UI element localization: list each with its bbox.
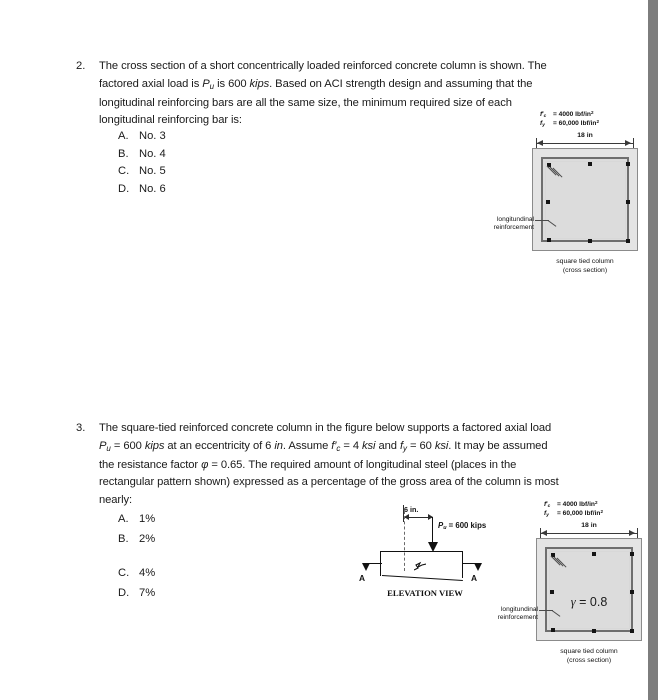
choice-letter: D. (118, 587, 130, 599)
caption-line-1: square tied column (560, 648, 618, 655)
choice-text: 4% (139, 567, 156, 579)
question-number: 3. (76, 422, 86, 434)
fc-value: = 4000 lbf/$in^2$ (557, 500, 598, 508)
choice-letter: D. (118, 182, 130, 195)
fc-symbol: $f'_c$ (544, 500, 551, 509)
load-label: $P_u = 600$ kips (438, 521, 487, 532)
choice-letter: A. (118, 130, 129, 142)
callout-line-2: reinforcement (493, 224, 534, 232)
section-arrow-right-icon (474, 563, 482, 571)
footing-right-edge (462, 551, 463, 578)
gamma-symbol: γ (570, 595, 576, 609)
rebar-dot (630, 552, 634, 556)
answer-choice[interactable] (118, 509, 155, 529)
vertical-scrollbar[interactable] (644, 0, 660, 700)
property-fc (544, 498, 654, 507)
dimension-tick-right (633, 138, 634, 148)
rebar-dot (626, 239, 630, 243)
break-symbol-icon (414, 561, 426, 573)
gamma-value-label (547, 595, 631, 609)
column-tie-ring (541, 157, 629, 242)
question-text: The square-tied reinforced concrete column in the figure below supports a factored axial load $P_u = 600$ kips at an eccentricity of 6 in. Assume $f'_c = 4$ ksi and $f_y = 60$ ksi. It may be assumed the resistance factor φ = 0.65. The required amount of longitudinal steel (places in the rectangular pattern shown) expressed as a percentage of the gross area of the column is most nearly: (99, 422, 559, 506)
column-outer-section (532, 148, 638, 251)
section-marker-right: A (471, 573, 478, 583)
answer-choice[interactable] (118, 181, 166, 199)
choice-text: No. 5 (139, 165, 166, 177)
rebar-dot (588, 162, 592, 166)
property-fy (540, 117, 650, 126)
rebar-dot (592, 629, 596, 633)
answer-choice[interactable] (118, 128, 166, 146)
rebar-dot (550, 590, 554, 594)
dimension-arrow-left-icon (537, 140, 543, 146)
dimension-line (536, 143, 634, 144)
choice-text: 1% (139, 513, 156, 525)
load-arrow-stem (432, 517, 433, 544)
fc-symbol: $f'_c$ (540, 110, 547, 119)
dimension-tick-right (637, 528, 638, 538)
footing-top-edge (380, 551, 463, 552)
rebar-dot (626, 162, 630, 166)
column-tie-ring (545, 547, 633, 632)
figure-elevation-view (359, 505, 500, 610)
answer-choice[interactable] (118, 583, 155, 603)
choice-letter: C. (118, 165, 130, 177)
figure-caption (532, 648, 646, 665)
column-centerline (404, 511, 405, 571)
reinforcement-callout-label (472, 606, 538, 623)
rebar-dot (626, 200, 630, 204)
figure-caption (528, 258, 642, 275)
footing-bottom-edge (382, 575, 463, 581)
section-arrow-left-icon (362, 563, 370, 571)
rebar-dot (630, 629, 634, 633)
fc-value: = 4000 lbf/$in^2$ (553, 110, 594, 118)
dimension-line (540, 533, 638, 534)
fy-value: = 60,000 lbf/$in^2$ (553, 119, 599, 127)
caption-line-2: (cross section) (566, 656, 612, 664)
answer-choice[interactable] (118, 563, 155, 583)
material-properties (544, 498, 654, 516)
caption-line-2: (cross section) (562, 266, 608, 274)
question-number: 2. (76, 60, 86, 72)
fy-value: = 60,000 lbf/$in^2$ (557, 509, 603, 517)
rebar-dot (630, 590, 634, 594)
caption-line-1: square tied column (556, 258, 614, 265)
dimension-width (538, 522, 640, 538)
choice-text: No. 3 (139, 130, 166, 142)
column-outer-section (536, 538, 642, 641)
choice-letter: B. (118, 147, 129, 160)
answer-choices (118, 509, 155, 603)
answer-choice[interactable] (118, 163, 166, 181)
rebar-dot (546, 200, 550, 204)
dimension-label: 18 in (581, 522, 597, 529)
reinforcement-callout-label (468, 216, 534, 233)
rebar-hatch-icon (549, 163, 564, 178)
choice-letter: C. (118, 567, 130, 579)
choice-text: 2% (139, 533, 156, 545)
property-fy (544, 507, 654, 516)
callout-line-2: reinforcement (497, 614, 538, 622)
callout-line-1: longitundinal (500, 606, 538, 613)
section-marker-left: A (359, 573, 366, 583)
gamma-number: = 0.8 (575, 595, 608, 609)
dimension-arrow-right-icon (629, 530, 635, 536)
choice-text: No. 4 (139, 147, 166, 160)
dimension-width (534, 132, 636, 148)
fy-symbol: $f_y$ (540, 119, 545, 128)
choice-letter: A. (118, 513, 129, 525)
elevation-caption: ELEVATION VIEW (387, 588, 463, 598)
rebar-dot (551, 628, 555, 632)
property-fc (540, 108, 650, 117)
answer-choices (118, 128, 166, 198)
dimension-label: 18 in (577, 132, 593, 139)
choice-letter: B. (118, 533, 129, 545)
eccentricity-label: 6 in. (404, 505, 419, 514)
dimension-arrow-left-icon (541, 530, 547, 536)
rebar-dot (588, 239, 592, 243)
fy-symbol: $f_y$ (544, 509, 549, 518)
answer-choice[interactable] (118, 529, 155, 549)
rebar-hatch-icon (553, 553, 568, 568)
material-properties (540, 108, 650, 126)
dimension-arrow-right-icon (625, 140, 631, 146)
answer-choice[interactable] (118, 146, 166, 164)
scrollbar-thumb[interactable] (648, 0, 658, 700)
callout-line-1: longitundinal (496, 216, 534, 223)
rebar-dot (592, 552, 596, 556)
rebar-dot (547, 238, 551, 242)
choice-text: No. 6 (139, 182, 166, 195)
choice-text: 7% (139, 587, 156, 599)
question-text: The cross section of a short concentrically loaded reinforced concrete column is shown. The factored axial load is $P_u$ is 600 kips. Based on ACI strength design and assuming that the longitudinal reinforcing bars are all the same size, the minimum required size of each longitudinal reinforcing bar is: (99, 60, 547, 127)
